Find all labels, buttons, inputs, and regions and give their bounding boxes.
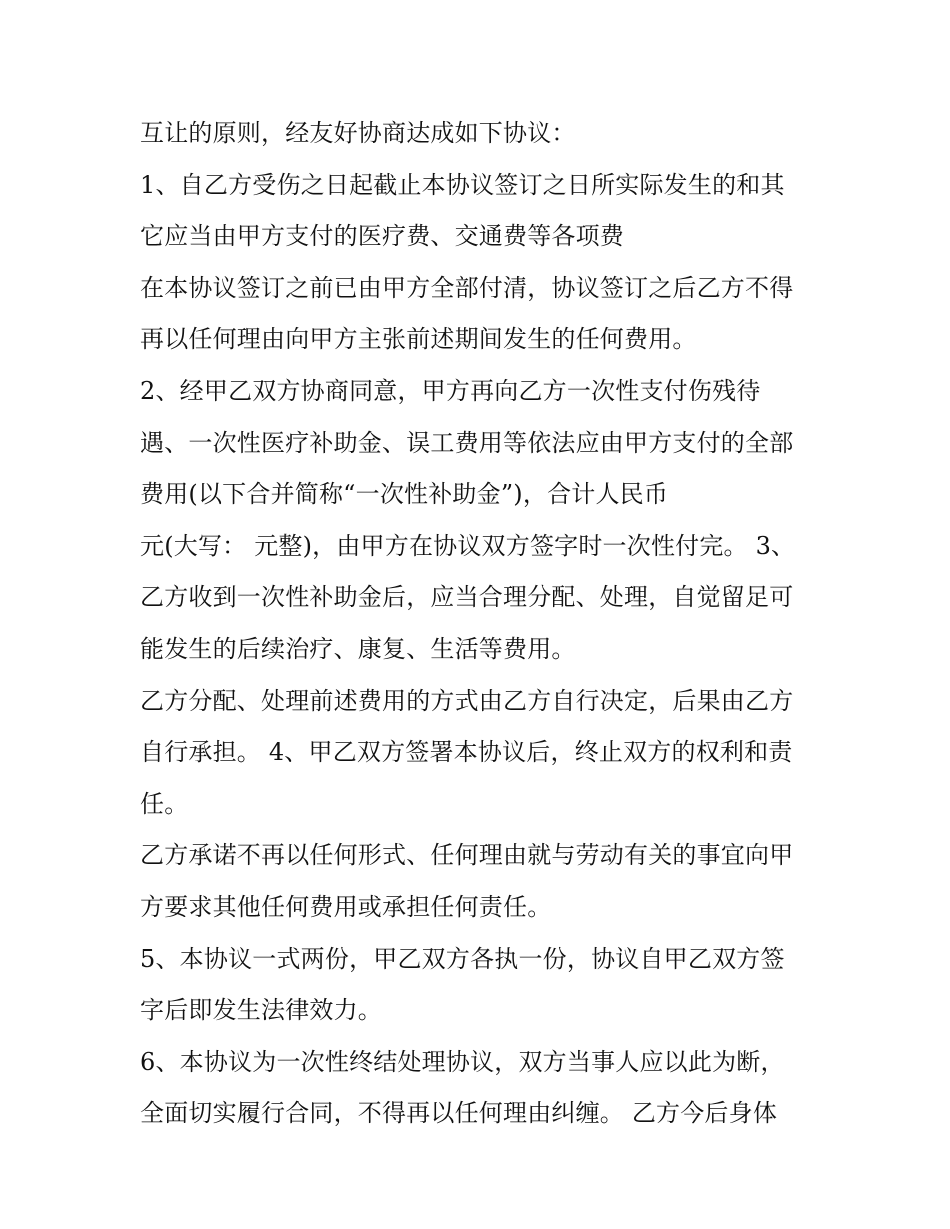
text-line: 遇、一次性医疗补助金、误工费用等依法应由甲方支付的全部: [140, 428, 794, 457]
text-line: 乙方收到一次性补助金后，应当合理分配、处理，自觉留足可: [140, 583, 794, 612]
text-line: 元(大写： 元整)，由甲方在协议双方签字时一次性付完。 3、: [140, 531, 796, 560]
text-line: 费用(以下合并简称“一次性补助金”)，合计人民币: [140, 480, 669, 509]
text-line: 方要求其他任何费用或承担任何责任。: [140, 892, 552, 921]
text-line: 它应当由甲方支付的医疗费、交通费等各项费: [140, 222, 624, 251]
text-line: 5、本协议一式两份，甲乙双方各执一份，协议自甲乙双方签: [140, 944, 785, 973]
text-line: 字后即发生法律效力。: [140, 996, 382, 1025]
text-line: 自行承担。 4、甲乙双方签署本协议后，终止双方的权利和责: [140, 738, 793, 767]
agreement-text: [140, 108, 820, 1140]
text-line: 6、本协议为一次性终结处理协议，双方当事人应以此为断，: [140, 1047, 785, 1076]
text-line: 任。: [140, 789, 189, 818]
text-line: 2、经甲乙双方协商同意，甲方再向乙方一次性支付伤残待: [140, 376, 761, 405]
text-line: 在本协议签订之前已由甲方全部付清，协议签订之后乙方不得: [140, 273, 794, 302]
text-line: 全面切实履行合同，不得再以任何理由纠缠。 乙方今后身体: [140, 1099, 778, 1128]
text-line: 互让的原则，经友好协商达成如下协议：: [140, 119, 576, 147]
text-line: 1、自乙方受伤之日起截止本协议签订之日所实际发生的和其: [140, 170, 785, 199]
text-line: 乙方分配、处理前述费用的方式由乙方自行决定，后果由乙方: [140, 686, 794, 715]
text-line: 能发生的后续治疗、康复、生活等费用。: [140, 634, 576, 663]
text-line: 再以任何理由向甲方主张前述期间发生的任何费用。: [140, 325, 697, 354]
text-line: 乙方承诺不再以任何形式、任何理由就与劳动有关的事宜向甲: [140, 841, 794, 870]
